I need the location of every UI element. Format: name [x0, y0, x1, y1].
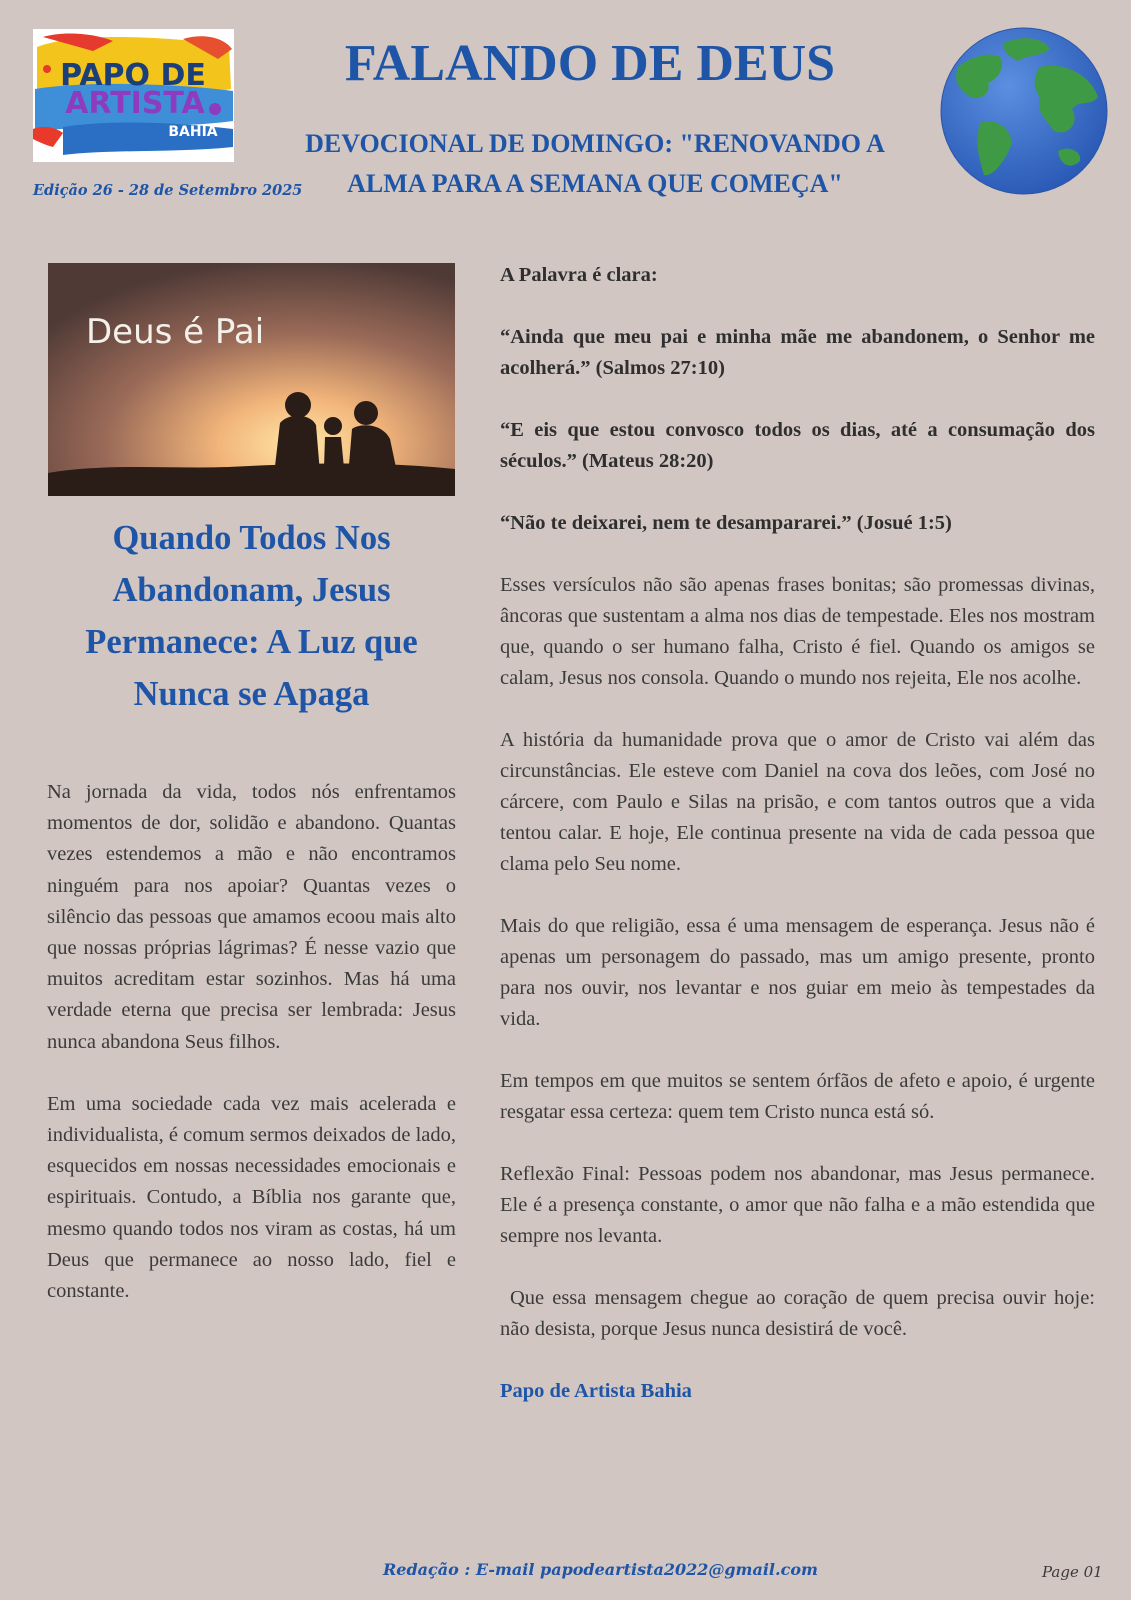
right-paragraph-5: Reflexão Final: Pessoas podem nos abandonar, mas Jesus permanece. Ele é a presença constante, o amor que não falha e a mão estendida que sempre nos levanta. [500, 1163, 1095, 1247]
logo-line1: PAPO DE [60, 58, 206, 93]
logo-line2: ARTISTA [65, 86, 205, 121]
article-title-line-2: Abandonam, Jesus [112, 571, 391, 609]
left-paragraph-1: Na jornada da vida, todos nós enfrentamos momentos de dor, solidão e abandono. Quantas vezes estendemos a mão e não encontramos ninguém para nos apoiar? Quantas vezes o silêncio das pessoas que amamos ecoou mais alto que nossas próprias lágrimas? É nesse vazio que muitos acreditam estar sozinhos. Mas há uma verdade eterna que precisa ser lembrada: Jesus nunca abandona Seus filhos. [47, 781, 456, 1053]
article-title-line-1: Quando Todos Nos [112, 519, 391, 557]
edition-date: Edição 26 - 28 de Setembro 2025 [33, 182, 303, 199]
masthead [250, 30, 930, 204]
page-number: Page 01 [1042, 1563, 1103, 1581]
subtitle-line-1: DEVOCIONAL DE DOMINGO: "RENOVANDO A [305, 129, 885, 158]
footer-contact: Redação : E-mail papodeartista2022@gmail.com [383, 1560, 818, 1579]
verse-salmos: “Ainda que meu pai e minha mãe me abandonem, o Senhor me acolherá.” (Salmos 27:10) [500, 326, 1095, 379]
papo-de-artista-logo [33, 29, 234, 162]
right-paragraph-1: Esses versículos não são apenas frases bonitas; são promessas divinas, âncoras que sustentam a alma nos dias de tempestade. Eles nos mostram que, quando o ser humano falha, Cristo é fiel. Quando os amigos se calam, Jesus nos consola. Quando o mundo nos rejeita, Ele nos acolhe. [500, 574, 1095, 689]
right-paragraph-4: Em tempos em que muitos se sentem órfãos de afeto e apoio, é urgente resgatar essa certeza: quem tem Cristo nunca está só. [500, 1070, 1095, 1123]
article-right-column [500, 260, 1095, 1407]
left-paragraph-2: Em uma sociedade cada vez mais acelerada e individualista, é comum sermos deixados de lado, esquecidos em nossas necessidades emocionais e espirituais. Contudo, a Bíblia nos garante que, mesmo quando todos nos viram as costas, há um Deus que permanece ao nosso lado, fiel e constante. [47, 1092, 456, 1303]
photo-caption: Deus é Pai [86, 312, 265, 352]
page-title: FALANDO DE DEUS [344, 35, 836, 92]
right-intro: A Palavra é clara: [500, 264, 658, 286]
signature: Papo de Artista Bahia [500, 1380, 692, 1402]
verse-mateus: “E eis que estou convosco todos os dias, até a consumação dos séculos.” (Mateus 28:20) [500, 419, 1095, 472]
logo-line3: BAHIA [168, 124, 218, 140]
right-paragraph-2: A história da humanidade prova que o amor de Cristo vai além das circunstâncias. Ele esteve com Daniel na cova dos leões, com José no cárcere, com Paulo e Silas na prisão, e com tantos outros que a vida tentou calar. E hoje, Ele continua presente na vida de cada pessoa que clama pelo Seu nome. [500, 729, 1095, 875]
subtitle-line-2: ALMA PARA A SEMANA QUE COMEÇA" [347, 169, 843, 198]
right-paragraph-6: Que essa mensagem chegue ao coração de quem precisa ouvir hoje: não desista, porque Jesus nunca desistirá de você. [500, 1287, 1095, 1340]
article-title [48, 512, 455, 720]
earth-globe-icon [940, 27, 1108, 195]
article-title-line-4: Nunca se Apaga [133, 675, 370, 713]
page-subtitle [250, 124, 930, 204]
right-paragraph-3: Mais do que religião, essa é uma mensagem de esperança. Jesus não é apenas um personagem do passado, mas um amigo presente, pronto para nos ouvir, nos levantar e nos guiar em meio às tempestades da vida. [500, 915, 1095, 1030]
article-photo [48, 263, 455, 496]
article-title-line-3: Permanece: A Luz que [85, 623, 418, 661]
verse-josue: “Não te deixarei, nem te desampararei.” (Josué 1:5) [500, 512, 952, 534]
article-left-column [47, 777, 456, 1338]
